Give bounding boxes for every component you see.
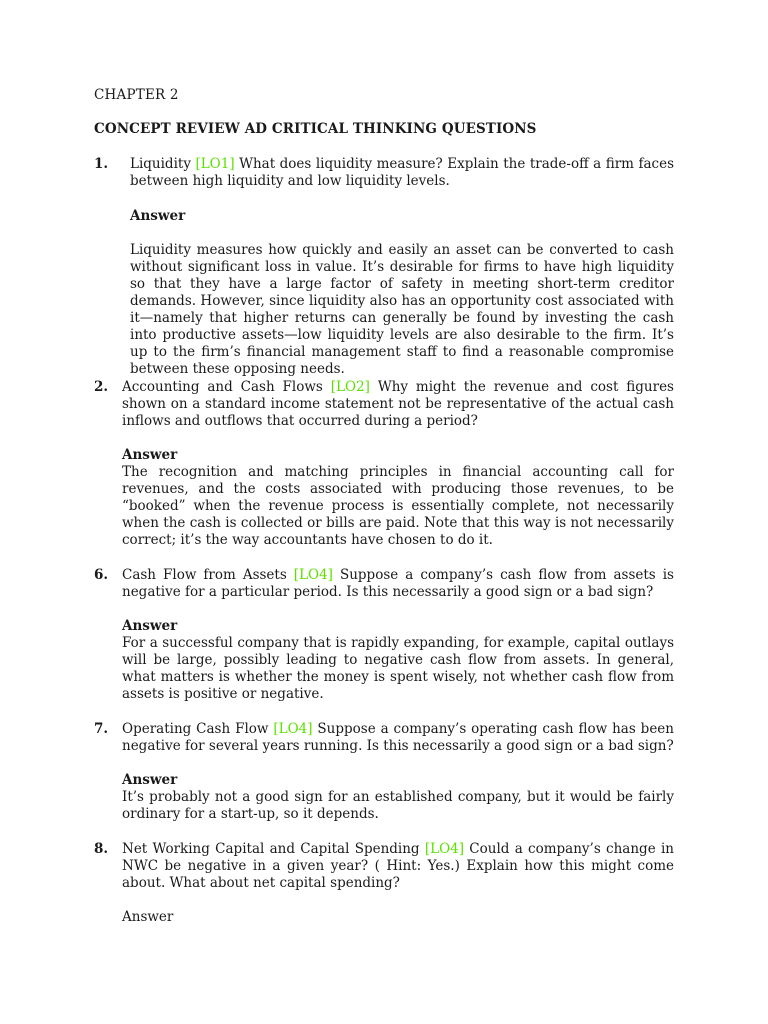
question-number: 8. <box>94 841 109 857</box>
answer-text: The recognition and matching principles in financial accounting call for revenues, and the costs associated with producing those revenues, to be “booked” when the revenue process is essentially complete, not necessarily when the cash is collected or bills are paid. Note that this way is not necessarily correct; it’s the way accountants have chosen to do it. <box>122 464 674 548</box>
question-prompt: Suppose a company’s operating cash flow has been negative for several years running. Is this necessarily a good sign or a bad sign? <box>122 721 674 754</box>
question-text <box>122 721 674 755</box>
question-block <box>94 841 674 941</box>
question-number: 7. <box>94 721 109 737</box>
question-topic: Net Working Capital and Capital Spending <box>122 841 425 857</box>
question-prompt: Could a company’s change in NWC be negative in a given year? ( Hint: Yes.) Explain how this might come about. What about net capital spending? <box>122 841 674 891</box>
answer-label: Answer <box>122 909 174 925</box>
question-text <box>122 379 674 430</box>
chapter-title: CHAPTER 2 <box>94 87 179 103</box>
question-block <box>94 156 674 377</box>
question-block <box>94 567 674 707</box>
question-topic: Cash Flow from Assets <box>122 567 294 583</box>
question-topic: Accounting and Cash Flows <box>122 379 331 395</box>
answer-label: Answer <box>122 447 178 463</box>
question-prompt: Why might the revenue and cost figures shown on a standard income statement not be representative of the actual cash inflows and outflows that occurred during a period? <box>122 379 674 429</box>
section-heading: CONCEPT REVIEW AD CRITICAL THINKING QUESTIONS <box>94 121 537 137</box>
answer-label: Answer <box>130 208 186 224</box>
question-block <box>94 379 674 549</box>
learning-objective-tag: [LO4] <box>273 721 313 737</box>
learning-objective-tag: [LO1] <box>195 156 235 172</box>
question-text <box>122 841 674 892</box>
question-prompt: What does liquidity measure? Explain the trade-off a firm faces between high liquidity and low liquidity levels. <box>130 156 674 189</box>
answer-label: Answer <box>122 618 178 634</box>
question-prompt: Suppose a company’s cash flow from assets is negative for a particular period. Is this necessarily a good sign or a bad sign? <box>122 567 674 600</box>
question-number: 6. <box>94 567 109 583</box>
learning-objective-tag: [LO4] <box>424 841 465 857</box>
question-text <box>122 567 674 601</box>
learning-objective-tag: [LO2] <box>330 379 370 395</box>
question-topic: Operating Cash Flow <box>122 721 274 737</box>
question-number: 1. <box>94 156 109 172</box>
answer-text: It’s probably not a good sign for an established company, but it would be fairly ordinary for a start-up, so it depends. <box>122 789 674 822</box>
question-block <box>94 721 674 831</box>
answer-label: Answer <box>122 772 178 788</box>
question-number: 2. <box>94 379 109 395</box>
learning-objective-tag: [LO4] <box>293 567 333 583</box>
answer-text: For a successful company that is rapidly expanding, for example, capital outlays will be large, possibly leading to negative cash flow from assets. In general, what matters is whether the money is spent wisely, not whether cash flow from assets is positive or negative. <box>122 635 674 702</box>
question-text <box>130 156 674 190</box>
answer-text: Liquidity measures how quickly and easily an asset can be converted to cash without significant loss in value. It’s desirable for firms to have high liquidity so that they have a large factor of safety in meeting short-term creditor demands. However, since liquidity also has an opportunity cost associated with it—namely that higher returns can generally be found by investing the cash into productive assets—low liquidity levels are also desirable to the firm. It’s up to the firm’s financial management staff to find a reasonable compromise between these opposing needs. <box>130 242 674 377</box>
question-topic: Liquidity <box>130 156 196 172</box>
